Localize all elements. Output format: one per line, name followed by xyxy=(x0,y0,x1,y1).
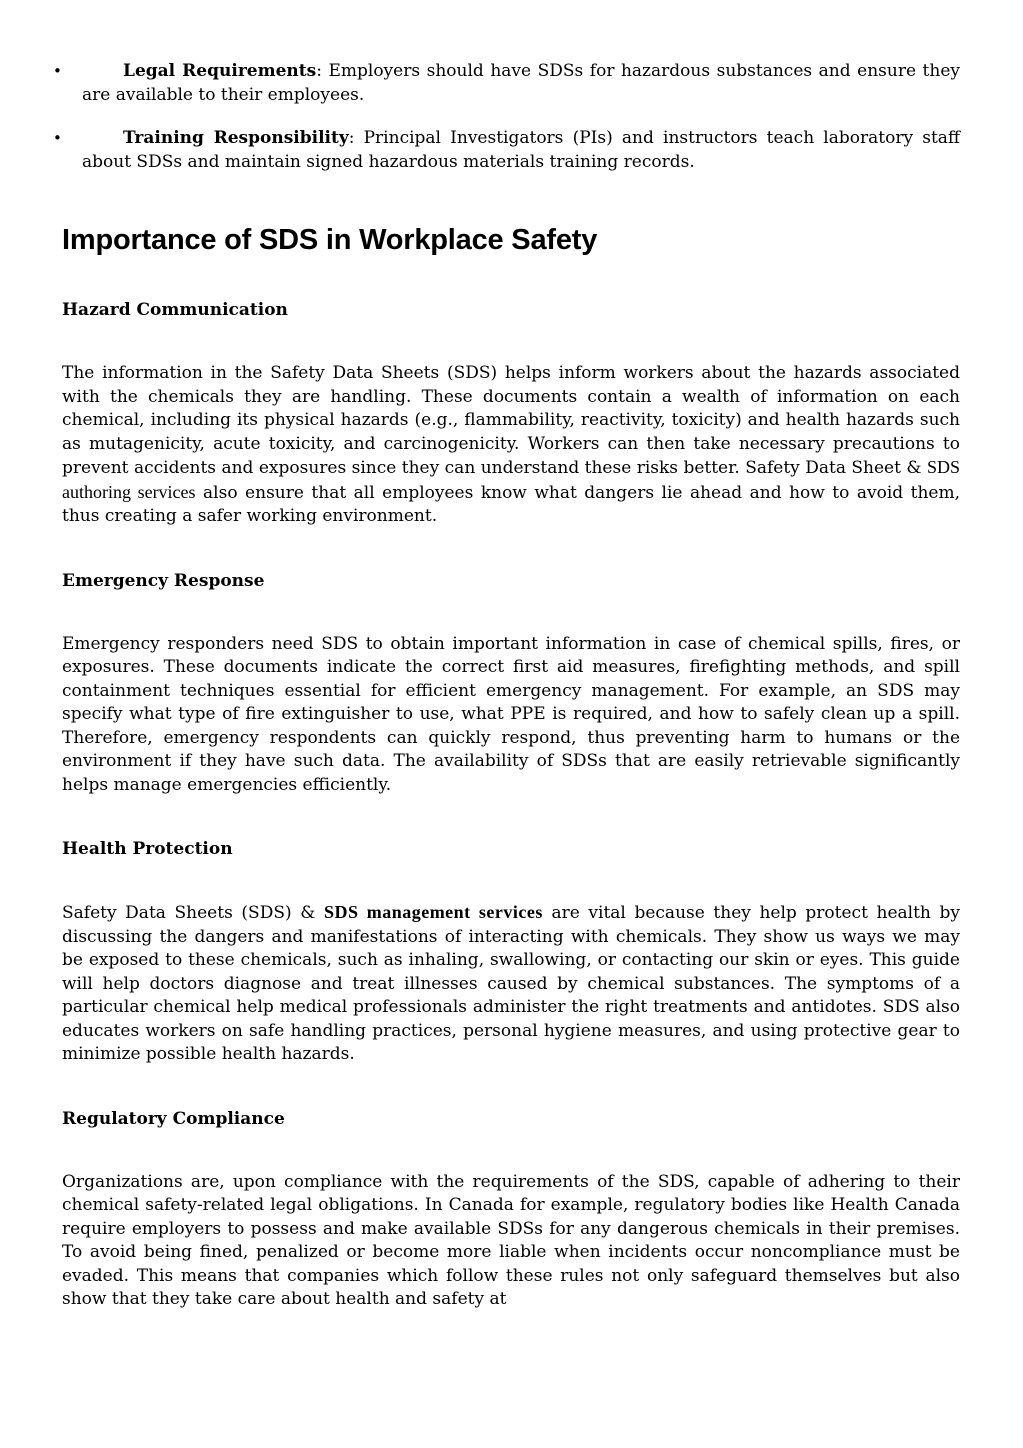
section-heading: Importance of SDS in Workplace Safety xyxy=(62,224,598,256)
bullet-text: : Principal Investigators (PIs) and instructors teach laboratory staff about SDSs and maintain signed hazardous materials training records. xyxy=(82,128,960,172)
paragraph-text: also ensure that all employees know what dangers lie ahead and how to avoid them, thus creating a safer working environment. xyxy=(62,482,960,526)
paragraph-text: The information in the Safety Data Sheets (SDS) helps inform workers about the hazards associated with the chemicals they are handling. These documents contain a wealth of information on each chemical, including its physical hazards (e.g., flammability, reactivity, toxicity) and health hazards such as mutagenicity, acute toxicity, and carcinogenicity. Workers can then take necessary precautions to prevent accidents and exposures since they can understand these risks better. Safety Data Sheet & xyxy=(62,363,960,478)
paragraph xyxy=(62,362,960,529)
bullet-dot-icon: • xyxy=(53,129,62,147)
paragraph xyxy=(62,901,960,1067)
paragraph-text: Safety Data Sheets (SDS) & xyxy=(62,903,324,923)
sds-authoring-services-link[interactable]: SDS authoring services xyxy=(62,457,960,502)
paragraph: Emergency responders need SDS to obtain important information in case of chemical spills, fires, or exposures. These documents indicate the correct first aid measures, firefighting methods, and spill containment techniques essential for efficient emergency management. For example, an SDS may specify what type of fire extinguisher to use, what PPE is required, and how to safely clean up a spill. Therefore, emergency respondents can quickly respond, thus preventing harm to humans or the environment if they have such data. The availability of SDSs that are easily retrievable significantly helps manage emergencies efficiently. xyxy=(62,633,960,795)
subsection-title: Hazard Communication xyxy=(62,300,288,320)
bullet-list xyxy=(53,60,960,174)
subsection-title: Regulatory Compliance xyxy=(62,1108,285,1129)
section-regulatory-compliance xyxy=(62,1107,960,1312)
bullet-text: : Employers should have SDSs for hazardous substances and ensure they are available to their employees. xyxy=(82,61,960,105)
document-page xyxy=(53,60,960,1312)
paragraph-text: are vital because they help protect health by discussing the dangers and manifestations of interacting with chemicals. They show us ways we may be exposed to these chemicals, such as inhaling, swallowing, or contacting our skin or eyes. This guide will help doctors diagnose and treat illnesses caused by chemical substances. The symptoms of a particular chemical help medical professionals administer the right treatments and antidotes. SDS also educates workers on safe handling practices, personal hygiene measures, and using protective gear to minimize possible health hazards. xyxy=(62,903,960,1064)
section-emergency-response xyxy=(62,569,960,798)
paragraph: Organizations are, upon compliance with the requirements of the SDS, capable of adhering to their chemical safety-related legal obligations. In Canada for example, regulatory bodies like Health Canada require employers to possess and make available SDSs for any dangerous chemicals in their premises. To avoid being fined, penalized or become more liable when incidents occur noncompliance must be evaded. This means that companies which follow these rules not only safeguard themselves but also show that they take care about health and safety at xyxy=(62,1171,960,1309)
bullet-title: Legal Requirements xyxy=(123,61,317,81)
section-health-protection xyxy=(62,837,960,1067)
bullet-dot-icon: • xyxy=(53,62,62,80)
bullet-item-training-responsibility xyxy=(53,127,960,174)
subsection-title: Emergency Response xyxy=(62,570,265,591)
section-hazard-communication xyxy=(62,298,960,529)
sds-management-services-link[interactable]: SDS management services xyxy=(323,902,543,922)
bullet-item-legal-requirements xyxy=(53,60,960,107)
subsection-title: Health Protection xyxy=(62,839,233,859)
bullet-title: Training Responsibility xyxy=(123,128,349,148)
